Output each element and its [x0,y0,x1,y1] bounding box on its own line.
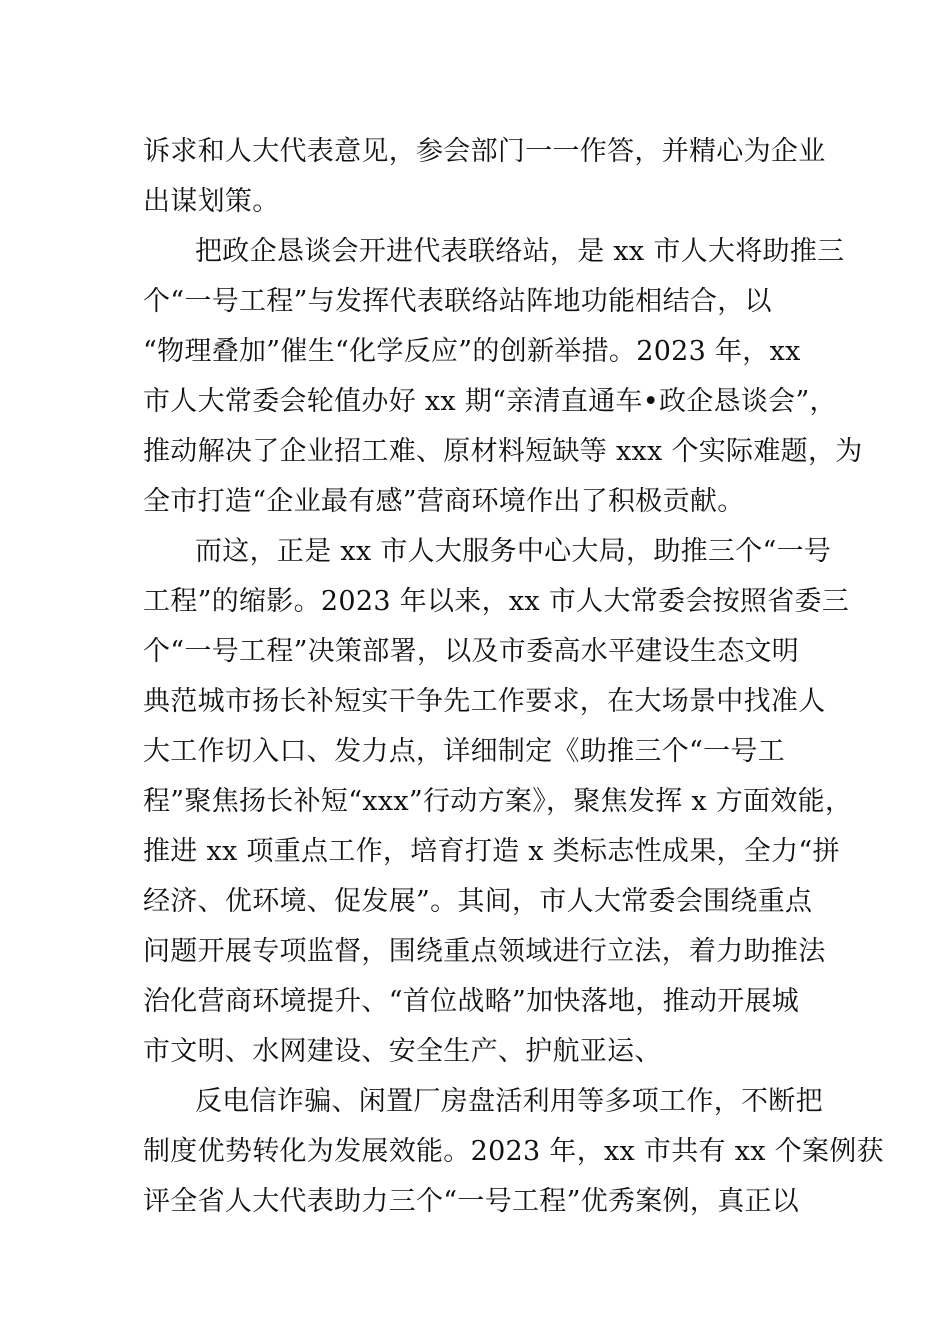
text-line: 工程”的缩影。2023 年以来，xx 市人大常委会按照省委三 [143,586,850,617]
paragraph-first-line: 把政企恳谈会开进代表联络站，是 xx 市人大将助推三 [195,236,845,267]
text-line: “物理叠加”催生“化学反应”的创新举措。2023 年，xx [143,336,801,367]
paragraph-first-line: 而这，正是 xx 市人大服务中心大局，助推三个“一号 [195,536,832,567]
text-line: 个“一号工程”决策部署，以及市委高水平建设生态文明 [143,636,800,667]
text-line: 个“一号工程”与发挥代表联络站阵地功能相结合，以 [143,286,772,317]
paragraph-first-line: 反电信诈骗、闲置厂房盘活利用等多项工作，不断把 [195,1086,823,1117]
text-line: 大工作切入口、发力点，详细制定《助推三个“一号工 [143,736,786,767]
text-line: 全市打造“企业最有感”营商环境作出了积极贡献。 [143,486,745,517]
text-line: 典范城市扬长补短实干争先工作要求，在大场景中找准人 [143,686,826,717]
text-line: 市人大常委会轮值办好 xx 期“亲清直通车•政企恳谈会”， [143,386,837,417]
text-line: 推动解决了企业招工难、原材料短缺等 xxx 个实际难题，为 [143,436,863,467]
text-line: 评全省人大代表助力三个“一号工程”优秀案例，真正以 [143,1186,800,1217]
body-text [143,127,884,1227]
text-line: 治化营商环境提升、“首位战略”加快落地，推动开展城 [143,986,800,1017]
text-line: 程”聚焦扬长补短“xxx”行动方案》，聚焦发挥 x 方面效能， [143,786,853,817]
text-line: 制度优势转化为发展效能。2023 年，xx 市共有 xx 个案例获 [143,1136,884,1167]
text-line: 问题开展专项监督，围绕重点领域进行立法，着力助推法 [143,936,826,967]
text-line: 出谋划策。 [143,186,280,217]
text-line: 经济、优环境、促发展”。其间，市人大常委会围绕重点 [143,886,813,917]
text-line: 诉求和人大代表意见，参会部门一一作答，并精心为企业 [143,136,826,167]
text-line: 推进 xx 项重点工作，培育打造 x 类标志性成果，全力“拼 [143,836,840,867]
text-line: 市文明、水网建设、安全生产、护航亚运、 [143,1036,662,1067]
